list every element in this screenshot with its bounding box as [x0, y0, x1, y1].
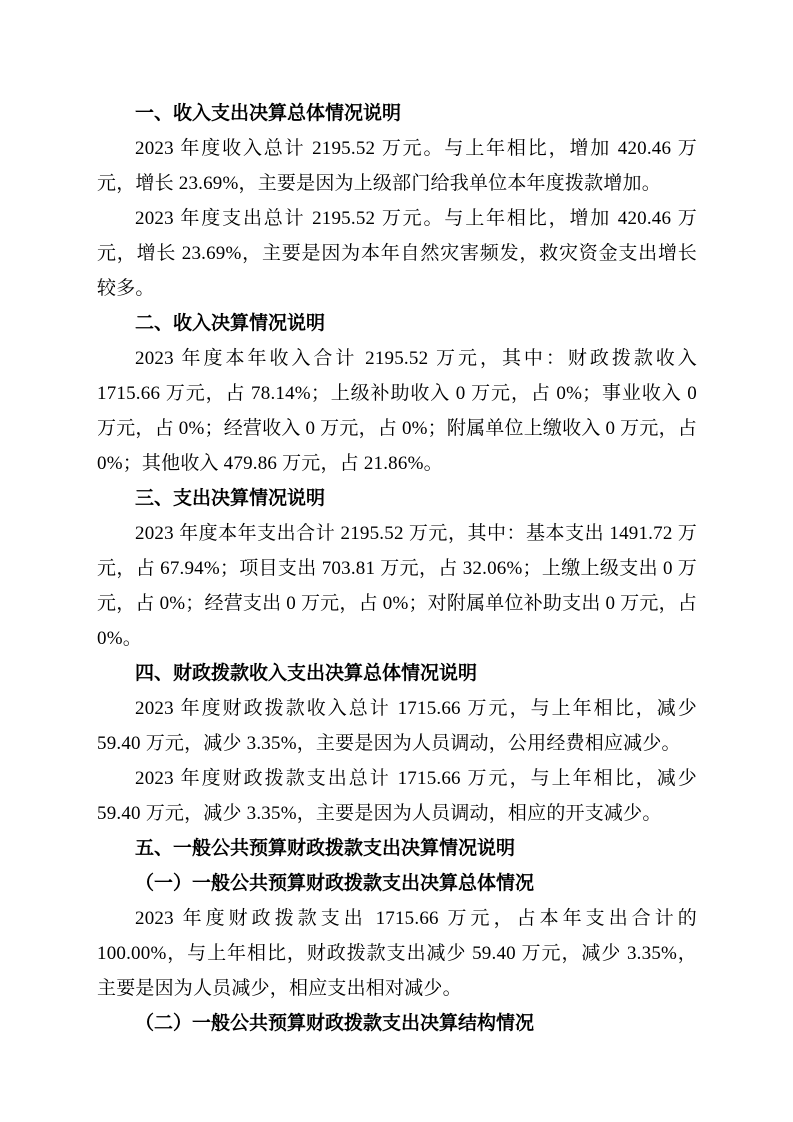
section-heading-fiscal-appropriation-overall: 四、财政拨款收入支出决算总体情况说明	[135, 663, 478, 684]
paragraph-fiscal-appropriation-income: 2023 年度财政拨款收入总计 1715.66 万元，与上年相比，减少 59.40 万元，减少 3.35%，主要是因为人员调动，公用经费相应减少。	[97, 698, 697, 754]
subsection-heading-general-budget-overall: （一）一般公共预算财政拨款支出决算总体情况	[135, 873, 535, 894]
report-body	[97, 96, 697, 1041]
paragraph-expenditure-breakdown: 2023 年度本年支出合计 2195.52 万元，其中：基本支出 1491.72 万元，占 67.94%；项目支出 703.81 万元，占 32.06%；上缴上级支出 0 万元，占 0%；经营支出 0 万元，占 0%；对附属单位补助支出 0 万元，占 0%。	[97, 523, 697, 649]
section-heading-general-public-budget: 五、一般公共预算财政拨款支出决算情况说明	[135, 838, 516, 859]
subsection-heading-general-budget-structure: （二）一般公共预算财政拨款支出决算结构情况	[135, 1013, 535, 1034]
paragraph-total-income: 2023 年度收入总计 2195.52 万元。与上年相比，增加 420.46 万元，增长 23.69%，主要是因为上级部门给我单位本年度拨款增加。	[97, 138, 697, 194]
paragraph-fiscal-appropriation-expenditure: 2023 年度财政拨款支出总计 1715.66 万元，与上年相比，减少 59.40 万元，减少 3.35%，主要是因为人员调动，相应的开支减少。	[97, 768, 697, 824]
paragraph-general-budget-overall: 2023 年度财政拨款支出 1715.66 万元，占本年支出合计的 100.00%，与上年相比，财政拨款支出减少 59.40 万元，减少 3.35%，主要是因为人员减少，相应支出相对减少。	[97, 908, 697, 999]
section-heading-income-expenditure-overall: 一、收入支出决算总体情况说明	[135, 103, 402, 124]
paragraph-total-expenditure: 2023 年度支出总计 2195.52 万元。与上年相比，增加 420.46 万元，增长 23.69%，主要是因为本年自然灾害频发，救灾资金支出增长较多。	[97, 208, 697, 299]
paragraph-income-breakdown: 2023 年度本年收入合计 2195.52 万元，其中：财政拨款收入 1715.66 万元，占 78.14%；上级补助收入 0 万元，占 0%；事业收入 0 万元，占 0%；经营收入 0 万元，占 0%；附属单位上缴收入 0 万元，占 0%；其他收入 479.86 万元，占 21.86%。	[97, 348, 697, 474]
section-heading-expenditure-details: 三、支出决算情况说明	[135, 488, 326, 509]
section-heading-income-details: 二、收入决算情况说明	[135, 313, 326, 334]
